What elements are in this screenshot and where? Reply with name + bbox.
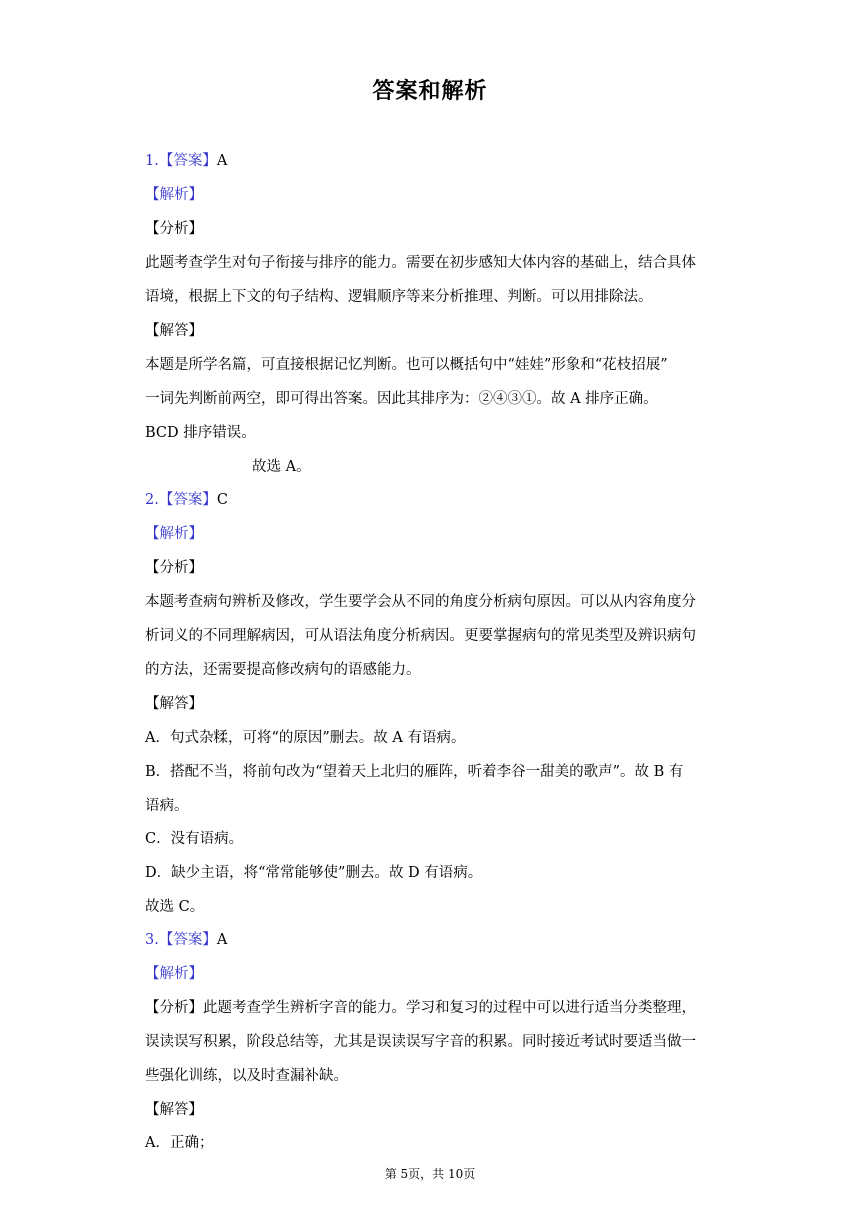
q2-number: 2. bbox=[145, 492, 159, 508]
q1-jieda-line-2: 一词先判断前两空，即可得出答案。因此其排序为：②④③①。故 A 排序正确。 bbox=[145, 391, 658, 407]
q2-answer-tag: 【答案】 bbox=[158, 492, 217, 508]
q2-fenxi-line-3: 的方法，还需要提高修改病句的语感能力。 bbox=[145, 662, 421, 678]
q1-jiexi-heading: 【解析】 bbox=[145, 187, 203, 203]
page-footer: 第 5页，共 10页 bbox=[384, 1167, 476, 1181]
q3-number: 3. bbox=[145, 932, 159, 948]
q3-answer-line bbox=[145, 930, 227, 950]
q2-answer-line bbox=[145, 490, 228, 510]
q2-jieda-heading: 【解答】 bbox=[145, 696, 203, 712]
q1-jieda-line-3: BCD 排序错误。 bbox=[145, 425, 256, 441]
q1-number: 1. bbox=[145, 153, 159, 169]
q1-answer-line bbox=[145, 151, 227, 171]
q2-fenxi-line-1: 本题考查病句辨析及修改，学生要学会从不同的角度分析病句原因。可以从内容角度分 bbox=[145, 594, 696, 610]
q3-answer-value: A bbox=[216, 932, 228, 948]
q3-fenxi-line-3: 些强化训练，以及时查漏补缺。 bbox=[145, 1068, 348, 1084]
q2-jieda-line-2: B．搭配不当，将前句改为“望着天上北归的雁阵，听着李谷一甜美的歌声”。故 B 有 bbox=[145, 764, 684, 780]
q3-fenxi-line-1: 【分析】此题考查学生辨析字音的能力。学习和复习的过程中可以进行适当分类整理， bbox=[145, 1000, 696, 1016]
q2-jieda-line-3: 语病。 bbox=[145, 798, 189, 814]
q1-jieda-heading: 【解答】 bbox=[145, 323, 203, 339]
q1-jieda-line-1: 本题是所学名篇，可直接根据记忆判断。也可以概括句中“娃娃”形象和“花枝招展” bbox=[145, 357, 668, 373]
q2-fenxi-line-2: 析词义的不同理解病因，可从语法角度分析病因。更要掌握病句的常见类型及辨识病句 bbox=[145, 628, 696, 644]
q1-fenxi-line-2: 语境，根据上下文的句子结构、逻辑顺序等来分析推理、判断。可以用排除法。 bbox=[145, 289, 653, 305]
q3-answer-tag: 【答案】 bbox=[158, 932, 217, 948]
q2-jieda-line-1: A．句式杂糅，可将“的原因”删去。故 A 有语病。 bbox=[145, 730, 466, 746]
q3-jieda-line-1: A．正确； bbox=[145, 1135, 214, 1151]
q3-fenxi-line-2: 误读误写积累，阶段总结等，尤其是误读误写字音的积累。同时接近考试时要适当做一 bbox=[145, 1034, 696, 1050]
q2-jieda-line-4: C．没有语病。 bbox=[145, 831, 244, 847]
q1-answer-tag: 【答案】 bbox=[158, 153, 217, 169]
page-title: 答案和解析 bbox=[372, 78, 488, 104]
q3-jiexi-heading: 【解析】 bbox=[145, 966, 203, 982]
q1-fenxi-line-1: 此题考查学生对句子衔接与排序的能力。需要在初步感知大体内容的基础上，结合具体 bbox=[145, 255, 696, 271]
q2-jieda-line-5: D．缺少主语，将“常常能够使”删去。故 D 有语病。 bbox=[145, 865, 483, 881]
q2-answer-value: C bbox=[216, 492, 228, 508]
q2-jiexi-heading: 【解析】 bbox=[145, 526, 203, 542]
q2-fenxi-heading: 【分析】 bbox=[145, 560, 203, 576]
q1-fenxi-heading: 【分析】 bbox=[145, 221, 203, 237]
q1-answer-value: A bbox=[216, 153, 228, 169]
q2-conclusion: 故选 C。 bbox=[145, 899, 205, 915]
q1-conclusion: 故选 A。 bbox=[252, 459, 311, 475]
q3-jieda-heading: 【解答】 bbox=[145, 1102, 203, 1118]
